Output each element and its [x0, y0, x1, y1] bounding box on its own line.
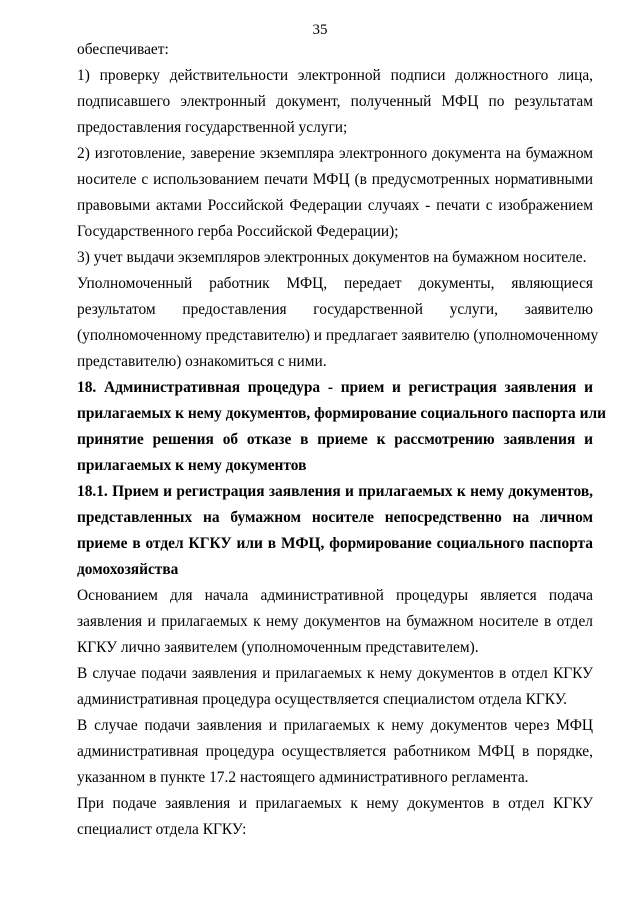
text-line: представителю) ознакомиться с ними. — [77, 353, 327, 370]
text-line: указанном в пункте 17.2 настоящего административного регламента. — [77, 769, 529, 786]
text-line: административная процедура осуществляется специалистом отдела КГКУ. — [77, 691, 567, 708]
text-line: 3) учет выдачи экземпляров электронных документов на бумажном носителе. — [77, 249, 587, 266]
text-line: предоставления государственной услуги; — [77, 119, 348, 136]
heading-line: представленных на бумажном носителе непосредственно на личном — [77, 509, 593, 526]
heading-line: 18. Административная процедура - прием и регистрация заявления и — [77, 379, 593, 396]
text-line: подписавшего электронный документ, полученный МФЦ по результатам — [77, 93, 593, 110]
heading-line: прилагаемых к нему документов, формирование социального паспорта или — [77, 405, 606, 422]
heading-line: приеме в отдел КГКУ или в МФЦ, формирование социального паспорта — [77, 535, 593, 552]
document-body — [77, 37, 606, 843]
text-line: (уполномоченному представителю) и предлагает заявителю (уполномоченному — [77, 327, 599, 344]
heading-line: домохозяйства — [77, 561, 179, 578]
text-line: правовыми актами Российской Федерации случаях - печати с изображением — [77, 197, 593, 214]
text-line: 1) проверку действительности электронной подписи должностного лица, — [77, 67, 593, 84]
heading-line: прилагаемых к нему документов — [77, 457, 307, 474]
text-line: административная процедура осуществляется работником МФЦ в порядке, — [77, 743, 593, 760]
text-line: В случае подачи заявления и прилагаемых к нему документов в отдел КГКУ — [77, 665, 593, 682]
text-line: Государственного герба Российской Федерации); — [77, 223, 399, 240]
text-line: 2) изготовление, заверение экземпляра электронного документа на бумажном — [77, 145, 593, 162]
text-line: обеспечивает: — [77, 41, 169, 58]
text-line: специалист отдела КГКУ: — [77, 821, 247, 838]
text-line: результатом предоставления государственной услуги, заявителю — [77, 301, 593, 318]
heading-line: 18.1. Прием и регистрация заявления и прилагаемых к нему документов, — [77, 483, 593, 500]
text-line: Уполномоченный работник МФЦ, передает документы, являющиеся — [77, 275, 593, 292]
text-line: В случае подачи заявления и прилагаемых к нему документов через МФЦ — [77, 717, 593, 734]
text-line: При подаче заявления и прилагаемых к нему документов в отдел КГКУ — [77, 795, 593, 812]
text-line: заявления и прилагаемых к нему документов на бумажном носителе в отдел — [77, 613, 593, 630]
text-line: Основанием для начала административной процедуры является подача — [77, 587, 593, 604]
heading-line: принятие решения об отказе в приеме к рассмотрению заявления и — [77, 431, 593, 448]
text-line: КГКУ лично заявителем (уполномоченным представителем). — [77, 639, 479, 656]
page-number: 35 — [312, 22, 328, 38]
text-line: носителе с использованием печати МФЦ (в предусмотренных нормативными — [77, 171, 593, 188]
